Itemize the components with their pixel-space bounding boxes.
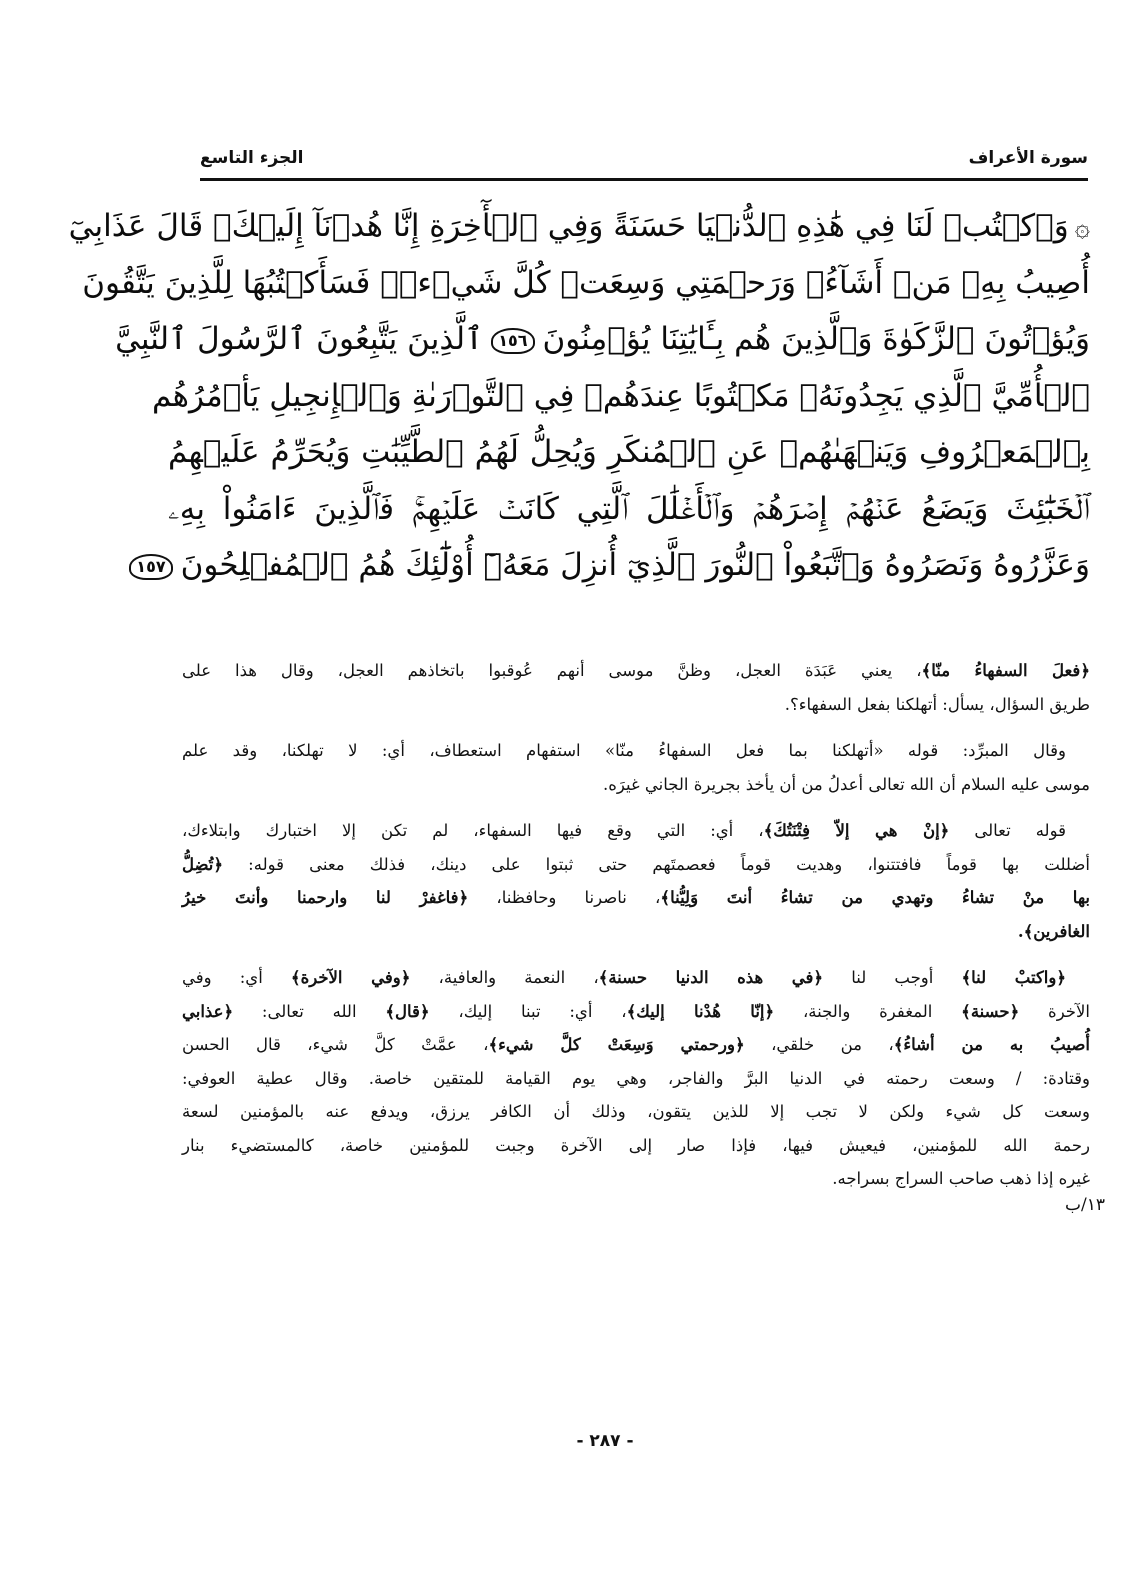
quran-line: وَعَزَّرُوهُ وَنَصَرُوهُ وَٱتَّبَعُواْ ٱلنُّورَ ٱلَّذِيٓ أُنزِلَ مَعَهُۥٓ أُوْلَٰٓئِكَ هُمُ ٱلۡمُفۡلِحُونَ١٥٧ — [168, 537, 1090, 594]
text-line: الغافرين﴾. — [1017, 921, 1090, 941]
hizb-ornament-icon: ۞ — [1074, 213, 1090, 243]
quran-line: وَيُؤۡتُونَ ٱلزَّكَوٰةَ وَٱلَّذِينَ هُم بِـَٔايَٰتِنَا يُؤۡمِنُونَ١٥٦ٱلَّذِينَ يَتَّبِعُونَ ٱلرَّسُولَ ٱلنَّبِيَّ — [115, 321, 1090, 357]
quoted-verse: الغافرين — [1033, 921, 1090, 941]
commentary-paragraph — [182, 961, 1090, 1196]
surah-name: سورة الأعراف — [968, 148, 1088, 168]
quoted-verse: قال — [395, 1001, 420, 1021]
quoted-verse: أُصيبُ به من أشاءُ — [903, 1035, 1090, 1054]
text-line: رحمة الله للمؤمنين، فيعيش فيها، فإذا صار إلى الآخرة وجبت للمؤمنين خاصة، كالمستضيء بنار — [182, 1135, 1090, 1155]
quran-line: ٱلۡخَبَٰٓئِثَ وَيَضَعُ عَنۡهُمۡ إِصۡرَهُمۡ وَٱلۡأَغۡلَٰلَ ٱلَّتِي كَانَتۡ عَلَيۡهِمۡۚ فَٱلَّذِينَ ءَامَنُواْ بِهِۦ — [168, 490, 1090, 527]
quran-line: أُصِيبُ بِهِۦ مَنۡ أَشَآءُۖ وَرَحۡمَتِي وَسِعَتۡ كُلَّ شَيۡءٖۚ فَسَأَكۡتُبُهَا لِلَّذِينَ يَتَّقُونَ — [82, 264, 1090, 301]
text-line: ﴿واكتبْ لنا﴾ أوجب لنا ﴿في هذه الدنيا حسنة﴾، النعمة والعافية، ﴿وفي الآخرة﴾ أي: وفي — [182, 968, 1067, 987]
quoted-verse: تُضِلُّ — [182, 854, 214, 874]
manuscript-folio-note: ١٣/ب — [1065, 1195, 1105, 1215]
quoted-verse: وفي الآخرة — [300, 968, 401, 987]
text-line: الآخرة ﴿حسنة﴾ المغفرة والجنة، ﴿إنّا هُدْنا إليك﴾، أي: تبنا إليك، ﴿قال﴾ الله تعالى: ﴿عذابي — [182, 1001, 1090, 1021]
text-line: طريق السؤال، يسأل: أتهلكنا بفعل السفهاء؟. — [784, 694, 1090, 714]
quoted-verse: واكتبْ لنا — [971, 968, 1057, 987]
quran-line: بِٱلۡمَعۡرُوفِ وَيَنۡهَىٰهُمۡ عَنِ ٱلۡمُنكَرِ وَيُحِلُّ لَهُمُ ٱلطَّيِّبَٰتِ وَيُحَرِّمُ عَلَيۡهِمُ — [168, 434, 1090, 470]
text-line: بها منْ تشاءُ وتهدي من تشاءُ أنتَ وَلِيُّنا﴾، ناصرنا وحافظنا، ﴿فاغفرْ لنا وارحمنا وأنتَ خيرُ — [182, 888, 1091, 907]
ayah-number-156: ١٥٦ — [491, 328, 534, 354]
text-line: موسى عليه السلام أن الله تعالى أعدلُ من أن يأخذ بجريرة الجاني غيرَه. — [603, 774, 1090, 794]
quoted-verse: في هذه الدنيا حسنة — [608, 968, 814, 987]
commentary-paragraph — [182, 654, 1090, 721]
text-line: أُصيبُ به من أشاءُ﴾، من خلقي، ﴿ورحمتي وَسِعَتْ كلَّ شيء﴾، عمَّتْ كلَّ شيء، قال الحسن — [182, 1035, 1090, 1054]
text-line: وقال المبرِّد: قوله «أتهلكنا بما فعل السفهاءُ منّا» استفهام استعطاف، أي: لا تهلكنا، وقد علم — [182, 741, 1066, 760]
header-rule — [200, 178, 1088, 181]
text-line: قوله تعالى ﴿إنْ هي إلاّ فِتْنَتُكَ﴾، أي: التي وقع فيها السفهاء، لم تكن إلا اختبارك وابتلاءك، — [182, 821, 1066, 840]
quran-line: ٱلۡأُمِّيَّ ٱلَّذِي يَجِدُونَهُۥ مَكۡتُوبًا عِندَهُمۡ فِي ٱلتَّوۡرَىٰةِ وَٱلۡإِنجِيلِ يَأۡمُرُهُم — [152, 377, 1090, 414]
text-line: وسعت كل شيء ولكن لا تجب إلا للذين يتقون، وذلك أن الكافر يرزق، ويدفع عنه بالمؤمنين لسعة — [182, 1102, 1090, 1121]
text-line: وقتادة: / وسعت رحمته في الدنيا البرَّ والفاجر، وهي يوم القيامة للمتقين خاصة. وقال عطية العوفي: — [182, 1068, 1090, 1088]
quoted-verse: فاغفرْ لنا وارحمنا وأنتَ خيرُ — [182, 888, 459, 907]
commentary-paragraph — [182, 734, 1090, 801]
quoted-verse: عذابي — [182, 1001, 224, 1021]
text-line: أضللت بها قوماً فافتتنوا، وهديت قوماً فعصمتَهم حتى ثبتوا على دينك، فذلك معنى قوله: ﴿تُضِلُّ — [182, 854, 1090, 874]
quoted-verse: فعلَ السفهاءُ منّا — [931, 661, 1081, 680]
quran-line: ۞وَٱكۡتُبۡ لَنَا فِي هَٰذِهِ ٱلدُّنۡيَا حَسَنَةً وَفِي ٱلۡأٓخِرَةِ إِنَّا هُدۡنَآ إِلَيۡكَۚ قَالَ عَذَابِيٓ — [168, 198, 1090, 255]
ayah-number-157: ١٥٧ — [129, 554, 172, 580]
page-header — [200, 143, 1088, 173]
page-number: - ٢٨٧ - — [576, 1431, 634, 1451]
commentary-paragraph — [182, 814, 1090, 948]
quoted-verse: إنْ هي إلاّ فِتْنَتُكَ — [773, 821, 940, 840]
quoted-verse: بها منْ تشاءُ وتهدي من تشاءُ أنتَ وَلِيُّنا — [670, 888, 1091, 907]
quoted-verse: حسنة — [970, 1001, 1010, 1021]
quoted-verse: ورحمتي وَسِعَتْ كلَّ شيء — [498, 1035, 735, 1054]
tafsir-commentary — [182, 654, 1090, 1209]
juz-name: الجزء التاسع — [200, 148, 304, 168]
quoted-verse: إنّا هُدْنا إليك — [636, 1001, 765, 1021]
quran-verses — [68, 198, 1090, 594]
text-line: غيره إذا ذهب صاحب السراج بسراجه. — [832, 1169, 1090, 1188]
text-line: ﴿فعلَ السفهاءُ منّا﴾، يعني عَبَدَة العجل، وظنَّ موسى أنهم عُوقبوا باتخاذهم العجل، وقال هذا على — [182, 661, 1090, 680]
